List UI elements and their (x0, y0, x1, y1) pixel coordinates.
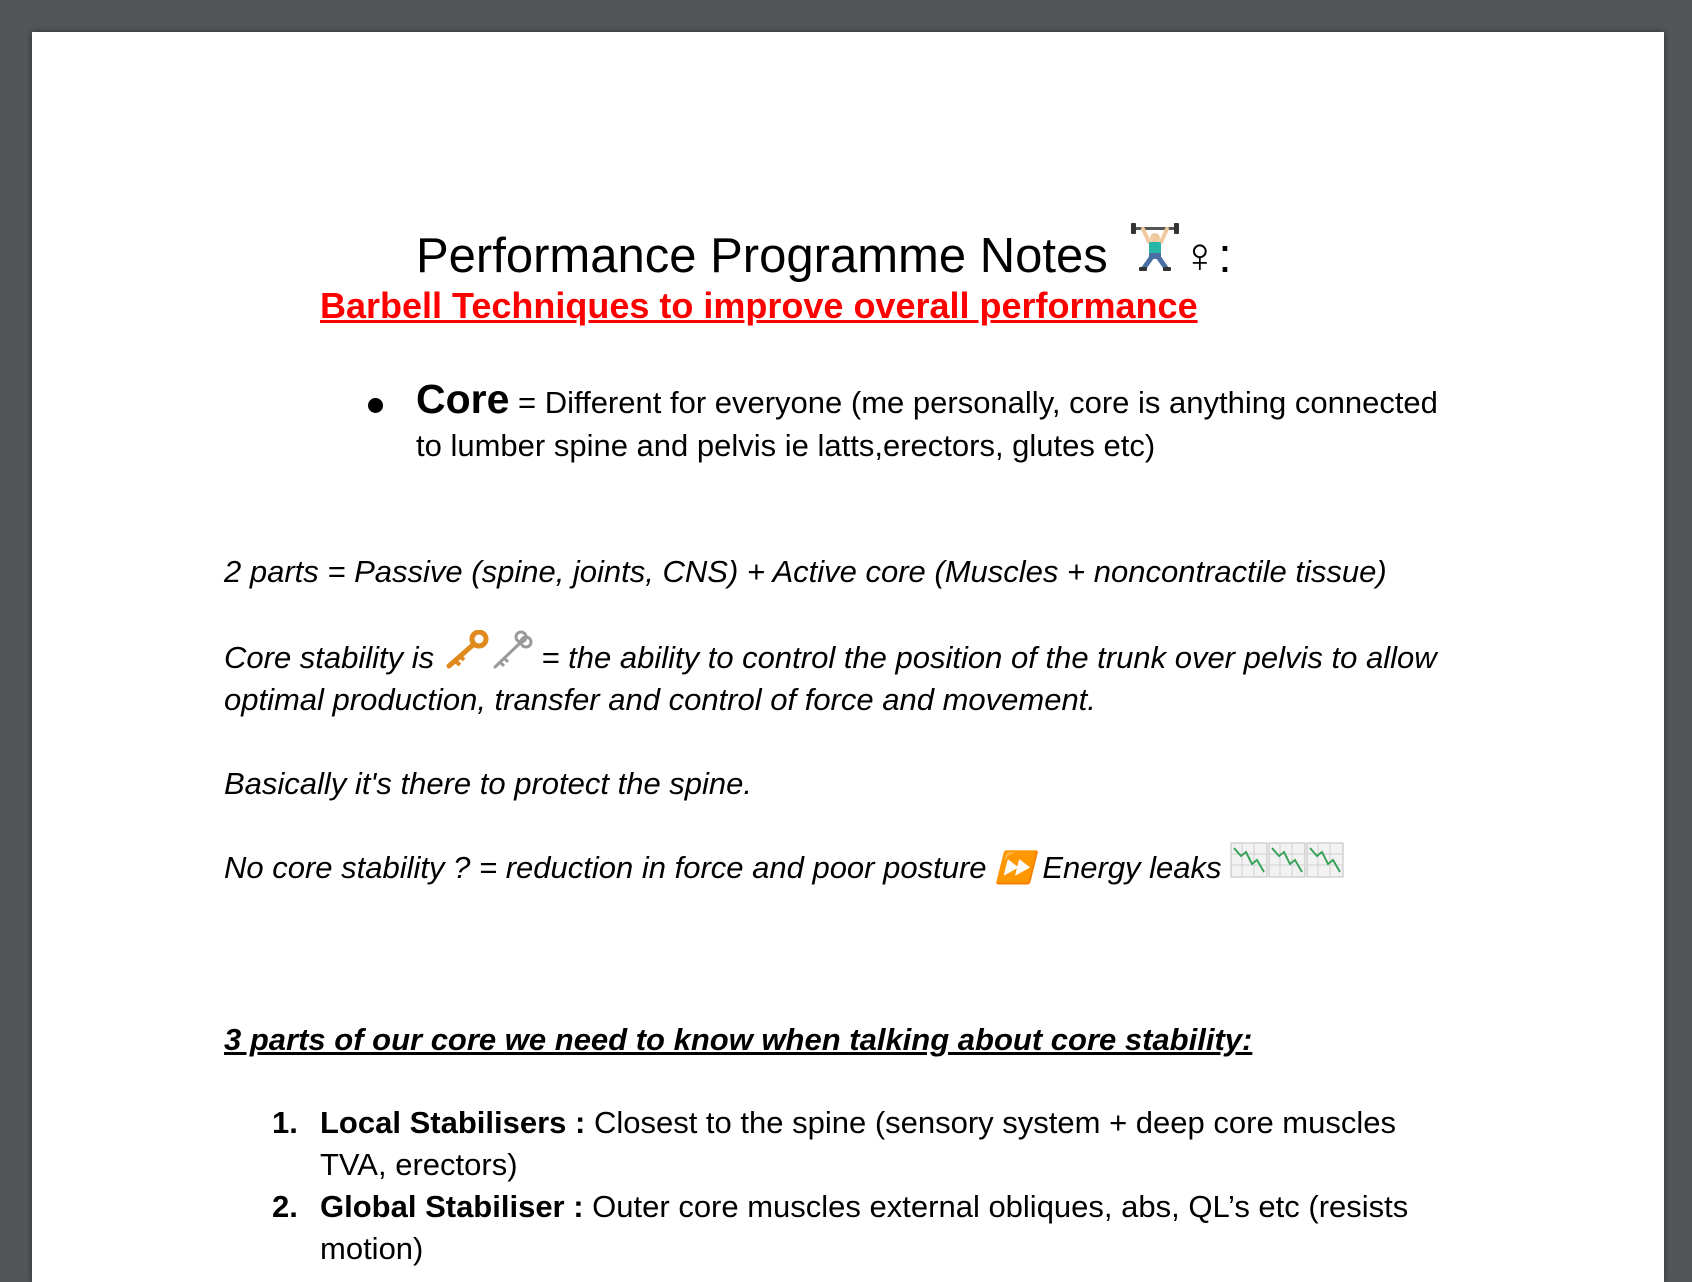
list-item-continuation: motion) (320, 1231, 424, 1266)
bullet-marker (368, 398, 383, 413)
chart-decreasing-icon (1268, 842, 1306, 890)
title-suffix: ♀: (1181, 229, 1232, 283)
paragraph-two-parts: 2 parts = Passive (spine, joints, CNS) + Active core (Muscles + noncontractile tissue) (224, 554, 1387, 589)
key-icon (443, 630, 489, 682)
page-title (416, 226, 1232, 292)
stability-prefix: Core stability is (224, 640, 443, 676)
list-item (320, 1186, 1408, 1228)
paragraph-no-core (224, 846, 1344, 894)
list-item (320, 1102, 1396, 1144)
list-item-text: Closest to the spine (sensory system + deep core muscles (585, 1105, 1396, 1140)
page-subtitle: Barbell Techniques to improve overall performance (320, 285, 1198, 326)
list-item-number: 2. (272, 1189, 298, 1224)
list-item-number: 1. (272, 1105, 298, 1140)
title-text: Performance Programme Notes (416, 229, 1108, 283)
section-heading: 3 parts of our core we need to know when talking about core stability: (224, 1022, 1253, 1057)
chart-decreasing-icon (1306, 842, 1344, 890)
weightlifter-icon (1129, 222, 1181, 288)
list-item-term: Local Stabilisers : (320, 1105, 586, 1140)
list-item-continuation: TVA, erectors) (320, 1147, 518, 1182)
list-item-term: Global Stabiliser : (320, 1189, 584, 1224)
chart-decreasing-icon (1230, 842, 1268, 890)
paragraph-core-stability-line2: optimal production, transfer and control of force and movement. (224, 682, 1096, 717)
list-item-text: Outer core muscles external obliques, abs, QL’s etc (resists (583, 1189, 1409, 1224)
document-page (32, 32, 1664, 1282)
core-term: Core (416, 376, 510, 422)
core-bullet-line2: to lumber spine and pelvis ie latts,erectors, glutes etc) (416, 428, 1156, 463)
stability-suffix: = the ability to control the position of the trunk over pelvis to allow (532, 640, 1437, 676)
old-key-icon (489, 630, 533, 682)
no-core-text: No core stability ? = reduction in force and poor posture ⏩ Energy leaks (224, 850, 1231, 886)
core-bullet-line1 (416, 374, 1438, 428)
core-definition: = Different for everyone (me personally, core is anything connected (509, 385, 1438, 420)
paragraph-basically: Basically it's there to protect the spine. (224, 766, 753, 801)
